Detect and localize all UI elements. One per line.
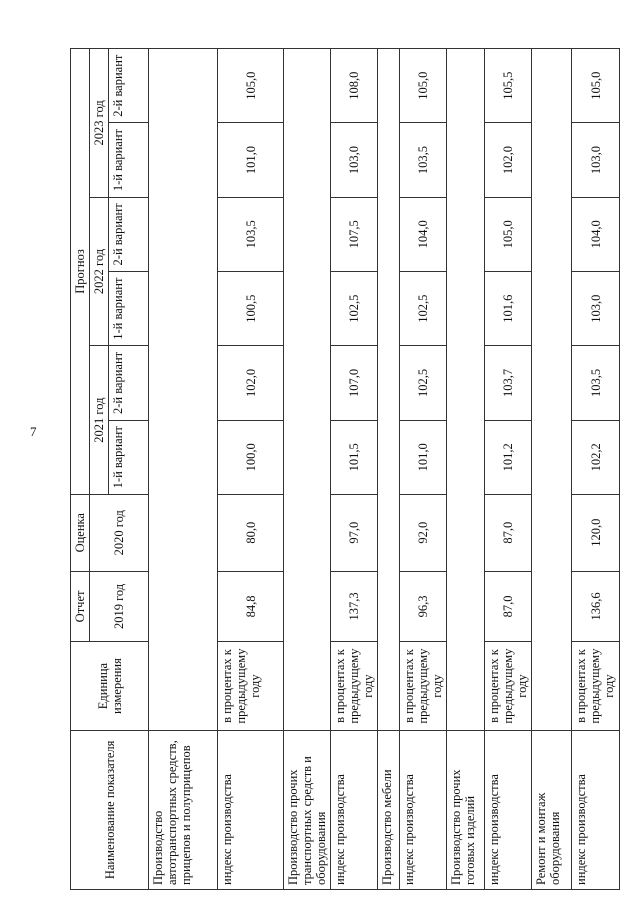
header-name: Наименование показателя [71, 730, 149, 889]
value-cell: 102,5 [331, 272, 378, 346]
section-empty-cell [447, 49, 485, 731]
row-label: индекс производства [572, 730, 620, 889]
value-cell: 103,5 [572, 346, 620, 420]
value-cell: 105,0 [400, 49, 447, 123]
header-2021: 2021 год [90, 346, 109, 495]
value-cell: 107,5 [331, 197, 378, 271]
header-2020: 2020 год [90, 494, 149, 571]
section-label: Производство мебели [378, 730, 400, 889]
header-2023: 2023 год [90, 49, 109, 198]
value-cell: 92,0 [400, 494, 447, 571]
header-estimate: Оценка [71, 494, 90, 571]
page-number: 7 [30, 424, 37, 439]
value-cell: 101,5 [331, 420, 378, 494]
forecast-table [70, 48, 620, 890]
rotated-table-container [70, 48, 616, 890]
table-row [400, 49, 447, 890]
value-cell: 103,5 [400, 123, 447, 197]
value-cell: 103,0 [572, 123, 620, 197]
header-2023-var1: 1-й вариант [109, 123, 149, 197]
header-forecast: Прогноз [71, 49, 90, 495]
value-cell: 97,0 [331, 494, 378, 571]
header-report: Отчет [71, 571, 90, 642]
value-cell: 101,2 [485, 420, 532, 494]
row-unit: в процентах к предыдущему году [485, 642, 532, 730]
section-label: Производство автотранспортных средств, прицепов и полуприцепов [149, 730, 218, 889]
row-unit: в процентах к предыдущему году [331, 642, 378, 730]
value-cell: 120,0 [572, 494, 620, 571]
value-cell: 87,0 [485, 571, 532, 642]
section-label: Производство прочих готовых изделий [447, 730, 485, 889]
row-label: индекс производства [218, 730, 284, 889]
table-row [485, 49, 532, 890]
value-cell: 100,0 [218, 420, 284, 494]
table-row [572, 49, 620, 890]
row-label: индекс производства [485, 730, 532, 889]
value-cell: 96,3 [400, 571, 447, 642]
value-cell: 104,0 [400, 197, 447, 271]
value-cell: 100,5 [218, 272, 284, 346]
value-cell: 80,0 [218, 494, 284, 571]
header-2023-var2: 2-й вариант [109, 49, 149, 123]
value-cell: 103,5 [218, 197, 284, 271]
section-empty-cell [532, 49, 572, 731]
value-cell: 102,5 [400, 272, 447, 346]
table-row [218, 49, 284, 890]
section-empty-cell [149, 49, 218, 731]
section-label: Ремонт и монтаж оборудования [532, 730, 572, 889]
value-cell: 105,0 [218, 49, 284, 123]
value-cell: 105,5 [485, 49, 532, 123]
value-cell: 108,0 [331, 49, 378, 123]
header-2019: 2019 год [90, 571, 149, 642]
value-cell: 137,3 [331, 571, 378, 642]
header-2022-var1: 1-й вариант [109, 272, 149, 346]
value-cell: 103,7 [485, 346, 532, 420]
section-label: Производство прочих транспортных средств и оборудования [284, 730, 331, 889]
value-cell: 136,6 [572, 571, 620, 642]
header-unit: Единица измерения [71, 642, 149, 730]
value-cell: 105,0 [485, 197, 532, 271]
header-2022: 2022 год [90, 197, 109, 346]
value-cell: 101,6 [485, 272, 532, 346]
section-row [149, 49, 218, 890]
header-2022-var2: 2-й вариант [109, 197, 149, 271]
row-unit: в процентах к предыдущему году [218, 642, 284, 730]
section-row [447, 49, 485, 890]
header-2021-var1: 1-й вариант [109, 420, 149, 494]
value-cell: 102,5 [400, 346, 447, 420]
section-row [378, 49, 400, 890]
value-cell: 104,0 [572, 197, 620, 271]
value-cell: 102,2 [572, 420, 620, 494]
value-cell: 101,0 [218, 123, 284, 197]
section-empty-cell [284, 49, 331, 731]
section-row [532, 49, 572, 890]
value-cell: 105,0 [572, 49, 620, 123]
row-label: индекс производства [400, 730, 447, 889]
row-unit: в процентах к предыдущему году [572, 642, 620, 730]
value-cell: 87,0 [485, 494, 532, 571]
header-2021-var2: 2-й вариант [109, 346, 149, 420]
table-row [331, 49, 378, 890]
value-cell: 101,0 [400, 420, 447, 494]
value-cell: 107,0 [331, 346, 378, 420]
row-label: индекс производства [331, 730, 378, 889]
value-cell: 102,0 [485, 123, 532, 197]
value-cell: 102,0 [218, 346, 284, 420]
value-cell: 84,8 [218, 571, 284, 642]
value-cell: 103,0 [331, 123, 378, 197]
section-empty-cell [378, 49, 400, 731]
value-cell: 103,0 [572, 272, 620, 346]
row-unit: в процентах к предыдущему году [400, 642, 447, 730]
section-row [284, 49, 331, 890]
